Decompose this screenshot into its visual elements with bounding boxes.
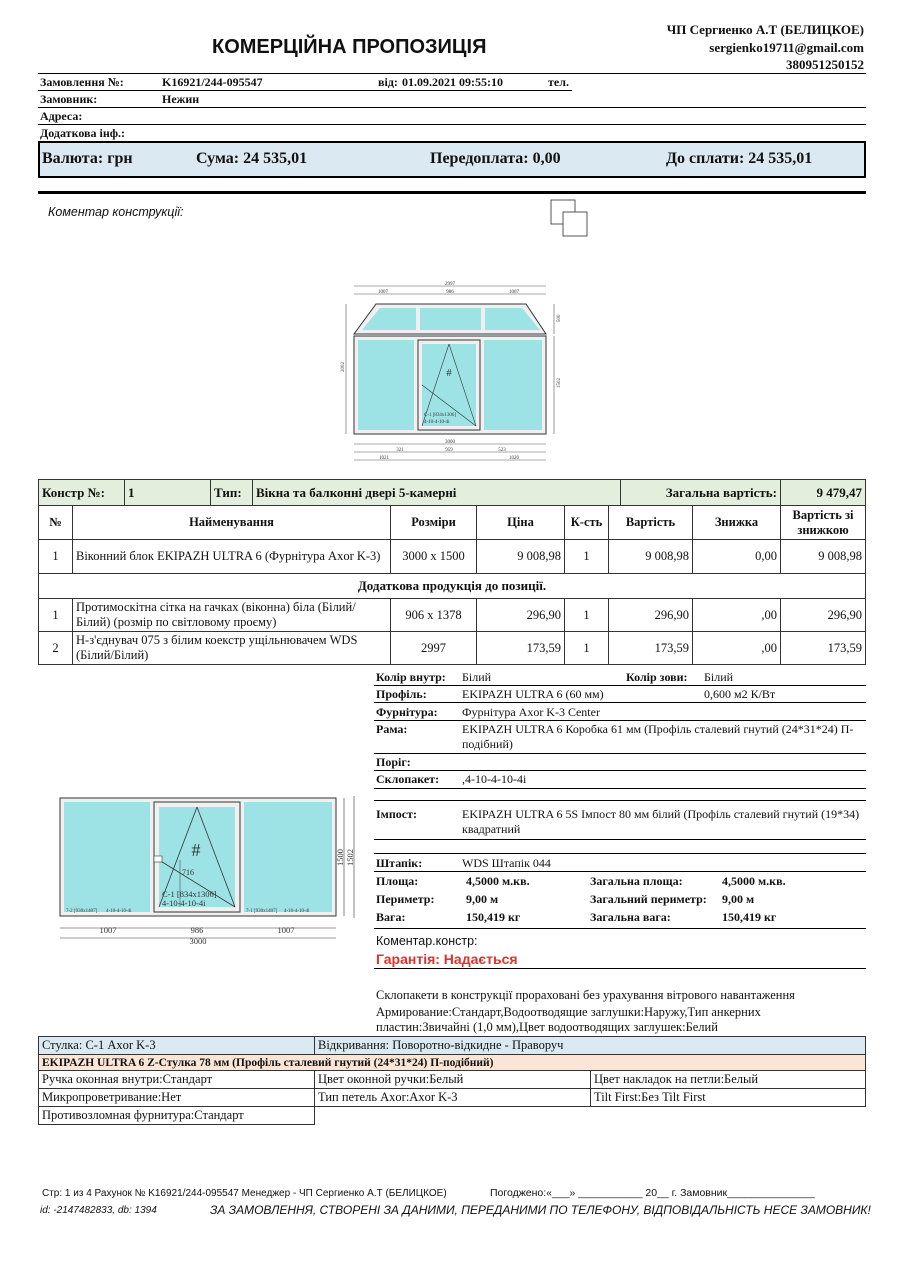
construct-number-label: Констр №: [39,480,125,506]
sash-info: Стулка: С-1 Axor K-3 [39,1037,315,1055]
profile: EKIPAZH ULTRA 6 (60 мм) [462,687,604,701]
profile-label: Профіль: [376,687,427,701]
svg-text:7-2 [930х1407]: 7-2 [930х1407] [66,909,98,914]
svg-text:4-10-4-10-4і: 4-10-4-10-4і [162,898,206,908]
copy-icon[interactable] [550,199,590,239]
total-weight: 150,419 кг [722,910,777,924]
to-pay: До сплати: 24 535,01 [666,150,813,167]
order-date: 01.09.2021 09:55:10 [402,75,503,89]
color-in-label: Колір внутр: [376,670,446,684]
col-qty: К-сть [565,506,609,540]
frame: EKIPAZH ULTRA 6 Коробка 61 мм (Профіль сталевий гнутий (24*31*24) П-подібний) [462,722,854,751]
customer-label: Замовник: [40,92,98,106]
extra-info-label: Додаткова інф.: [40,126,126,140]
bead-label: Штапік: [376,856,423,870]
footer-agreed: Погоджено:«___» ___________ 20__ г. Замовник_______________ [490,1187,815,1199]
col-discount: Знижка [693,506,781,540]
col-no: № [39,506,73,540]
tel-label: тел. [548,75,569,89]
svg-text:1502: 1502 [345,849,355,866]
page-title: КОМЕРЦІЙНА ПРОПОЗИЦІЯ [212,36,487,58]
svg-text:321: 321 [396,448,404,453]
svg-text:С-1 [834х1306]: С-1 [834х1306] [162,889,217,899]
svg-text:4-10-4-10-4і: 4-10-4-10-4і [424,420,450,425]
impost-label: Імпост: [376,807,417,821]
svg-text:С-1 [834х1306]: С-1 [834х1306] [424,413,457,418]
svg-text:2002: 2002 [341,362,346,372]
table-row: 1 Протимоскітна сітка на гачках (віконна) біла (Білий/Білий) (розмір по світловому проєму) 906 x 1378 296,90 1 296,90 ,00 296,90 [39,599,866,632]
svg-text:3000: 3000 [189,936,207,946]
threshold-label: Поріг: [376,755,411,769]
weight: 150,419 кг [466,910,521,924]
area: 4,5000 м.кв. [466,874,530,888]
svg-text:#: # [446,367,452,379]
frame-label: Рама: [376,722,408,736]
fittings-label: Фурнітура: [376,705,438,719]
bead: WDS Штапік 044 [462,856,551,870]
perimeter-label: Периметр: [376,892,435,906]
perimeter: 9,00 м [466,892,499,906]
col-final: Вартість зі знижкою [781,506,866,540]
construct-comment-label: Коментар.констр: [376,934,478,948]
footer-id: id: -2147482833, db: 1394 [40,1205,157,1216]
svg-text:4-10-4-10-4і: 4-10-4-10-4і [106,909,132,914]
svg-text:#: # [191,840,201,860]
total-perimeter-label: Загальний периметр: [590,892,707,906]
dim-overall-width: 2997 [445,282,455,287]
svg-text:716: 716 [182,868,194,877]
construct-number: 1 [125,480,211,506]
svg-text:1007: 1007 [509,290,519,295]
prepayment: Передоплата: 0,00 [430,150,561,167]
footer-disclaimer: ЗА ЗАМОВЛЕННЯ, СТВОРЕНІ ЗА ДАНИМИ, ПЕРЕДАНИМИ ПО ТЕЛЕФОНУ, ВІДПОВІДАЛЬНІСТЬ НЕСЕ ЗАМОВНИК! [210,1203,871,1217]
sash-profile: EKIPAZH ULTRA 6 Z-Стулка 78 мм (Профіль сталевий гнутий (24*31*24) П-подібний) [39,1055,866,1071]
table-row: 1 Віконний блок EKIPAZH ULTRA 6 (Фурнітура Axor K-3) 3000 x 1500 9 008,98 1 9 008,98 0,00 9 008,98 [39,540,866,574]
window-drawing-detail [56,790,362,948]
col-name: Найменування [73,506,391,540]
glass-label: Склопакет: [376,772,440,786]
profile-extra: 0,600 м2 К/Вт [704,687,776,701]
impost: EKIPAZH ULTRA 6 5S Імпост 80 мм білий (Профіль сталевий гнутий (19*34) квадратний [462,807,860,836]
window-drawing-overview [336,280,568,468]
svg-text:1007: 1007 [277,925,295,935]
order-date-label: від: [378,75,398,89]
glass-unit: ,4-10-4-10-4і [462,772,527,786]
svg-text:7-1 [930х1407]: 7-1 [930х1407] [246,909,278,914]
svg-text:986: 986 [190,925,204,935]
svg-text:986: 986 [446,290,454,295]
total-weight-label: Загальна вага: [590,910,671,924]
svg-text:1007: 1007 [378,290,388,295]
sash-opening: Відкривання: Поворотно-відкидне - Праворуч [315,1037,866,1055]
construction-comment-label: Коментар конструкції: [48,205,184,219]
order-number-label: Замовлення №: [40,75,124,89]
construct-type: Вікна та балконні двері 5-камерні [253,480,621,506]
svg-text:1020: 1020 [509,456,519,461]
col-price: Ціна [477,506,565,540]
svg-text:959: 959 [445,448,453,453]
customer-value: Нежин [162,92,200,106]
company-phone: 380951250152 [786,57,864,72]
construct-total-label: Загальна вартість: [621,480,781,506]
note-reinforcement: Армирование:Стандарт,Водоотводящие заглушки:Наружу,Тип анкерних пластин:Звичайні (1,0 мм),Цвет водоотводящих заглушек:Белий [376,1005,761,1034]
items-table [38,505,866,665]
order-number: K16921/244-095547 [162,75,263,89]
sum: Сума: 24 535,01 [196,150,308,167]
address-label: Адреса: [40,109,83,123]
total-area: 4,5000 м.кв. [722,874,786,888]
footer-page-info: Стр: 1 из 4 Рахунок № K16921/244-095547 Менеджер - ЧП Сергиенко А.Т (БЕЛИЦКОЕ) [42,1188,447,1199]
construct-header [38,479,866,506]
svg-text:523: 523 [498,448,506,453]
svg-text:3000: 3000 [445,440,455,445]
svg-text:1502: 1502 [557,378,562,388]
area-label: Площа: [376,874,419,888]
svg-text:500: 500 [557,314,562,322]
svg-text:4-10-4-10-4і: 4-10-4-10-4і [284,909,310,914]
color-out-label: Колір зови: [626,670,688,684]
svg-text:1007: 1007 [99,925,117,935]
warranty: Гарантія: Надається [376,951,518,967]
sash-table: Стулка: С-1 Axor K-3 Відкривання: Поворотно-відкидне - Праворуч EKIPAZH ULTRA 6 Z-Стулка 78 мм (Профіль сталевий гнутий (24*31*24) П-подібний) Ручка оконная внутри:Стандарт Цвет оконной ручки:Белый Цвет накладок на петли:Белый Микропроветривание:Нет Тип петель Axor:Axor K-3 Tilt First:Без Tilt First Противозломная фурнитура:Стандарт [38,1036,866,1125]
col-cost: Вартість [609,506,693,540]
svg-text:1500: 1500 [335,849,345,866]
color-in: Білий [462,670,492,684]
color-out: Білий [704,670,734,684]
company-email: sergienko19711@gmail.com [709,40,864,55]
construct-total: 9 479,47 [781,480,866,506]
fittings: Фурнітура Axor K-3 Center [462,705,600,719]
note-wind-load: Склопакети в конструкції прораховані без урахування вітрового навантаження [376,988,795,1002]
svg-text:1021: 1021 [379,456,389,461]
company-name: ЧП Сергиенко А.Т (БЕЛИЦКОЕ) [666,22,864,37]
table-row: 2 Н-з'єднувач 075 з білим коекстр ущільнювачем WDS (Білий/Білий) 2997 173,59 1 173,59 ,00 173,59 [39,632,866,665]
total-area-label: Загальна площа: [590,874,683,888]
col-size: Розміри [391,506,477,540]
currency: Валюта: грн [42,150,133,167]
construct-type-label: Тип: [211,480,253,506]
extra-products-title: Додаткова продукція до позиції. [39,574,866,599]
total-perimeter: 9,00 м [722,892,755,906]
weight-label: Вага: [376,910,406,924]
